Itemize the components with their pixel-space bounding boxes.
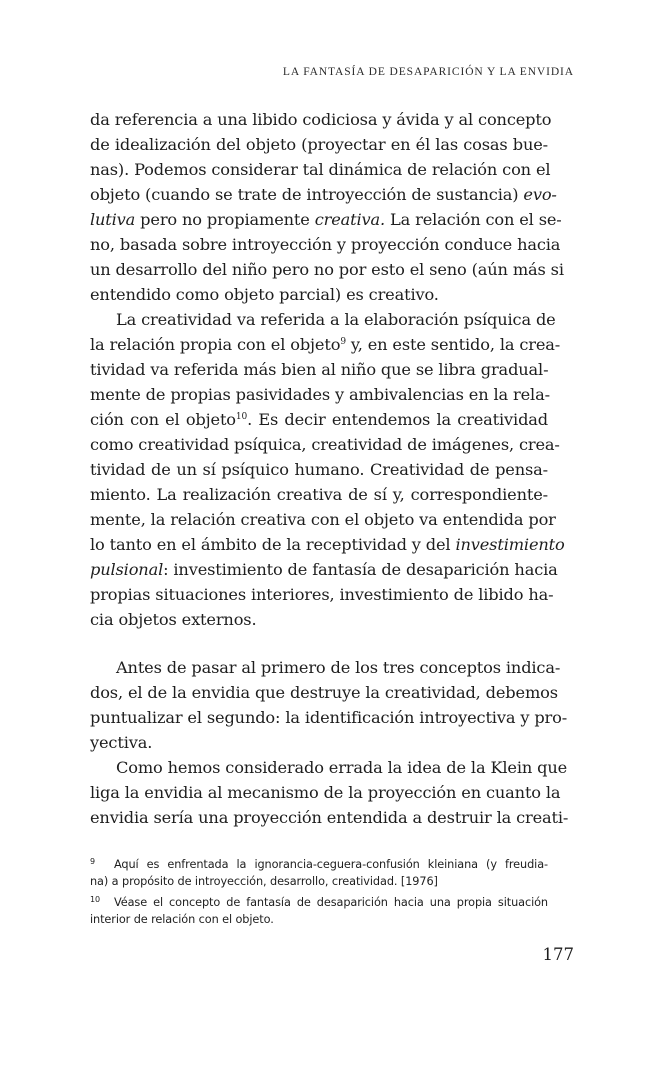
text-fragment: como creatividad psíquica, creatividad de imágenes, crea- (90, 435, 560, 454)
text-fragment: da referencia a una libido codiciosa y ávida y al concepto (90, 110, 552, 129)
footnote-line (90, 911, 548, 928)
text-line (90, 207, 562, 232)
text-line (90, 607, 548, 632)
text-fragment: envidia sería una proyección entendida a destruir la creati- (90, 808, 569, 827)
text-fragment: puntualizar el segundo: la identificación introyectiva y pro- (90, 708, 568, 727)
footnote (90, 856, 548, 890)
text-line (90, 680, 558, 705)
text-fragment: propias situaciones interiores, investimiento de libido ha- (90, 585, 554, 604)
footnote-text: Aquí es enfrentada la ignorancia-ceguera-confusión kleiniana (y freudia- (114, 858, 548, 871)
text-fragment: entendido como objeto parcial) es creativo. (90, 285, 439, 304)
footnote-line: 10 Véase el concepto de fantasía de desaparición hacia una propia situación (90, 895, 548, 909)
running-head: LA FANTASÍA DE DESAPARICIÓN Y LA ENVIDIA (282, 66, 574, 78)
footnotes (90, 856, 548, 932)
text-line (90, 132, 548, 157)
text-fragment: La creatividad va referida a la elaboración psíquica de (116, 310, 556, 329)
text-fragment: y, en este sentido, la crea- (345, 335, 561, 354)
text-fragment: mente, la relación creativa con el objeto va entendida por (90, 510, 556, 529)
text-line (90, 407, 548, 432)
text-line (90, 307, 556, 332)
text-line (90, 805, 569, 830)
text-fragment: mente de propias pasividades y ambivalencias en la rela- (90, 385, 550, 404)
text-fragment: miento. La realización creativa de sí y, correspondiente- (90, 485, 548, 504)
body-text-block-2 (90, 655, 569, 830)
text-line (90, 780, 561, 805)
text-line (90, 457, 548, 482)
text-fragment: lo tanto en el ámbito de la receptividad y del (90, 535, 456, 554)
text-line (90, 107, 552, 132)
text-line (90, 232, 561, 257)
text-fragment: yectiva. (90, 733, 153, 752)
footnote-reference: 10 (235, 412, 248, 422)
italic-text: creativa. (314, 210, 386, 229)
text-line (90, 157, 551, 182)
text-line (90, 332, 561, 357)
text-line (90, 182, 557, 207)
text-fragment: un desarrollo del niño pero no por esto el seno (aún más si (90, 260, 564, 279)
text-fragment: dos, el de la envidia que destruye la creatividad, debemos (90, 683, 558, 702)
text-fragment: . Es decir entendemos la creatividad (247, 410, 549, 429)
text-fragment: liga la envidia al mecanismo de la proyección en cuanto la (90, 783, 561, 802)
italic-text: investimiento (455, 535, 565, 554)
text-line (90, 357, 548, 382)
text-line (90, 482, 548, 507)
text-line (90, 582, 554, 607)
text-line (90, 705, 568, 730)
text-fragment: la relación propia con el objeto (90, 335, 341, 354)
text-line (90, 382, 548, 407)
text-line (90, 730, 548, 755)
italic-text: evo- (523, 185, 557, 204)
italic-text: pulsional (90, 560, 164, 579)
footnote-text: Véase el concepto de fantasía de desaparición hacia una propia situación (114, 896, 548, 909)
text-fragment: Como hemos considerado errada la idea de la Klein que (116, 758, 568, 777)
text-fragment: tividad de un sí psíquico humano. Creatividad de pensa- (90, 460, 548, 479)
body-text-block-1 (90, 107, 565, 632)
text-line (90, 755, 568, 780)
footnote-line: 9 Aquí es enfrentada la ignorancia-ceguera-confusión kleiniana (y freudia- (90, 857, 548, 871)
footnote-text: interior de relación con el objeto. (90, 913, 274, 926)
text-fragment: ción con el objeto (90, 410, 236, 429)
text-line (90, 257, 564, 282)
page-number: 177 (542, 945, 574, 964)
footnote-text: na) a propósito de introyección, desarrollo, creatividad. [1976] (90, 875, 438, 888)
text-fragment: cia objetos externos. (90, 610, 257, 629)
footnote-line (90, 873, 548, 890)
text-fragment: no, basada sobre introyección y proyección conduce hacia (90, 235, 561, 254)
text-line (90, 532, 565, 557)
text-line (90, 655, 561, 680)
text-fragment: Antes de pasar al primero de los tres conceptos indica- (116, 658, 561, 677)
text-fragment: objeto (cuando se trate de introyección de sustancia) (90, 185, 524, 204)
italic-text: lutiva (90, 210, 136, 229)
text-line (90, 282, 548, 307)
footnote-reference: 9 (340, 337, 346, 347)
text-line (90, 507, 556, 532)
text-line (90, 557, 558, 582)
text-fragment: : investimiento de fantasía de desaparición hacia (163, 560, 558, 579)
text-fragment: nas). Podemos considerar tal dinámica de relación con el (90, 160, 551, 179)
text-fragment: La relación con el se- (385, 210, 562, 229)
footnote (90, 894, 548, 928)
text-line (90, 432, 560, 457)
text-fragment: pero no propiamente (135, 210, 315, 229)
text-fragment: de idealización del objeto (proyectar en él las cosas bue- (90, 135, 548, 154)
text-fragment: tividad va referida más bien al niño que se libra gradual- (90, 360, 549, 379)
